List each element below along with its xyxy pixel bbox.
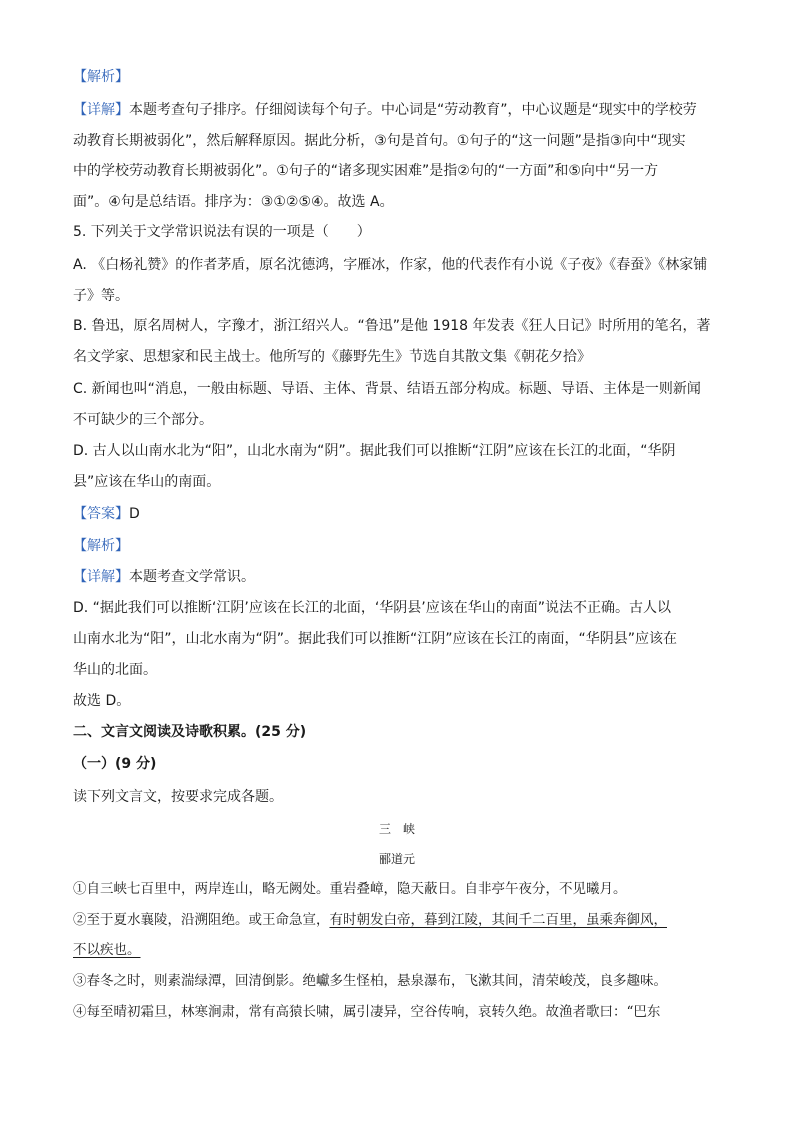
passage-paragraph-2	[73, 911, 723, 929]
analysis-tag: 【解析】	[73, 538, 129, 554]
question-stem: 5. 下列关于文学常识说法有误的一项是（ ）	[73, 224, 371, 240]
underlined-sentence: 有时朝发白帝，暮到江陵，其间千二百里，虽乘奔御风，	[329, 912, 667, 928]
option-b: B. 鲁迅，原名周树人，字豫才，浙江绍兴人。“鲁迅”是他 1918 年发表《狂人日记》时所用的笔名，著	[73, 318, 711, 334]
answer-tag: 【答案】	[73, 506, 129, 522]
passage-text: ②至于夏水襄陵，沿溯阻绝。或王命急宣，	[73, 912, 330, 928]
answer-value: D	[129, 506, 140, 522]
detail-paragraph-line: 故选 D。	[73, 693, 131, 709]
passage-paragraph-2-cont	[73, 941, 723, 959]
option-d: 县”应该在华山的南面。	[73, 474, 221, 490]
option-b: 名文学家、思想家和民主战士。他所写的《藤野先生》节选自其散文集《朝花夕拾》	[73, 349, 591, 365]
detail-paragraph-line: D. “据此我们可以推断‘江阴’应该在长江的北面，‘华阴县’应该在华山的南面”说法不正确。古人以	[73, 600, 671, 616]
detail-paragraph-line: 中的学校劳动教育长期被弱化”。①句子的“诸多现实困难”是指②句的“一方面”和⑤向中“另一方	[73, 163, 659, 179]
detail-paragraph-line: 面”。④句是总结语。排序为：③①②⑤④。故选 A。	[73, 194, 394, 210]
option-d: D. 古人以山南水北为“阳”，山北水南为“阴”。据此我们可以推断“江阴”应该在长江的北面，“华阴	[73, 443, 676, 459]
passage-title: 三 峡	[378, 822, 415, 836]
analysis-tag: 【解析】	[73, 69, 129, 85]
detail-text: 本题考查句子排序。仔细阅读每个句子。中心词是“劳动教育”，中心议题是“现实中的学校劳	[129, 102, 697, 118]
section-heading: 二、文言文阅读及诗歌积累。(25 分)	[73, 724, 307, 740]
detail-paragraph-line	[73, 568, 723, 586]
answer-line	[73, 505, 723, 523]
detail-text: 本题考查文学常识。	[129, 569, 255, 585]
option-a: 子》等。	[73, 288, 129, 304]
detail-paragraph-line	[73, 101, 723, 119]
passage-paragraph-3: ③春冬之时，则素湍绿潭，回清倒影。绝巘多生怪柏，悬泉瀑布，飞漱其间，清荣峻茂，良多趣味。	[73, 973, 667, 989]
underlined-sentence: 不以疾也。	[73, 942, 141, 958]
passage-author: 郦道元	[378, 852, 415, 866]
reading-instruction: 读下列文言文，按要求完成各题。	[73, 789, 283, 805]
option-c: 不可缺少的三个部分。	[73, 412, 213, 428]
subsection-heading: （一）(9 分)	[73, 756, 157, 772]
detail-paragraph-line: 山南水北为“阳”，山北水南为“阴”。据此我们可以推断“江阴”应该在长江的南面，“华阴县”应该在	[73, 631, 678, 647]
detail-paragraph-line: 华山的北面。	[73, 662, 157, 678]
passage-paragraph-1: ①自三峡七百里中，两岸连山，略无阙处。重岩叠嶂，隐天蔽日。自非亭午夜分，不见曦月。	[73, 881, 627, 897]
option-a: A. 《白杨礼赞》的作者茅盾，原名沈德鸿，字雁冰，作家，他的代表作有小说《子夜》《春蚕》《林家铺	[73, 257, 708, 273]
option-c: C. 新闻也叫“消息，一般由标题、导语、主体、背景、结语五部分构成。标题、导语、主体是一则新闻	[73, 381, 701, 397]
passage-paragraph-4: ④每至晴初霜旦，林寒涧肃，常有高猿长啸，属引凄异，空谷传响，哀转久绝。故渔者歌曰：“巴东	[73, 1004, 661, 1020]
detail-tag: 【详解】	[73, 569, 129, 585]
detail-tag: 【详解】	[73, 102, 129, 118]
detail-paragraph-line: 动教育长期被弱化”，然后解释原因。据此分析，③句是首句。①句子的“这一问题”是指③向中“现实	[73, 133, 686, 149]
